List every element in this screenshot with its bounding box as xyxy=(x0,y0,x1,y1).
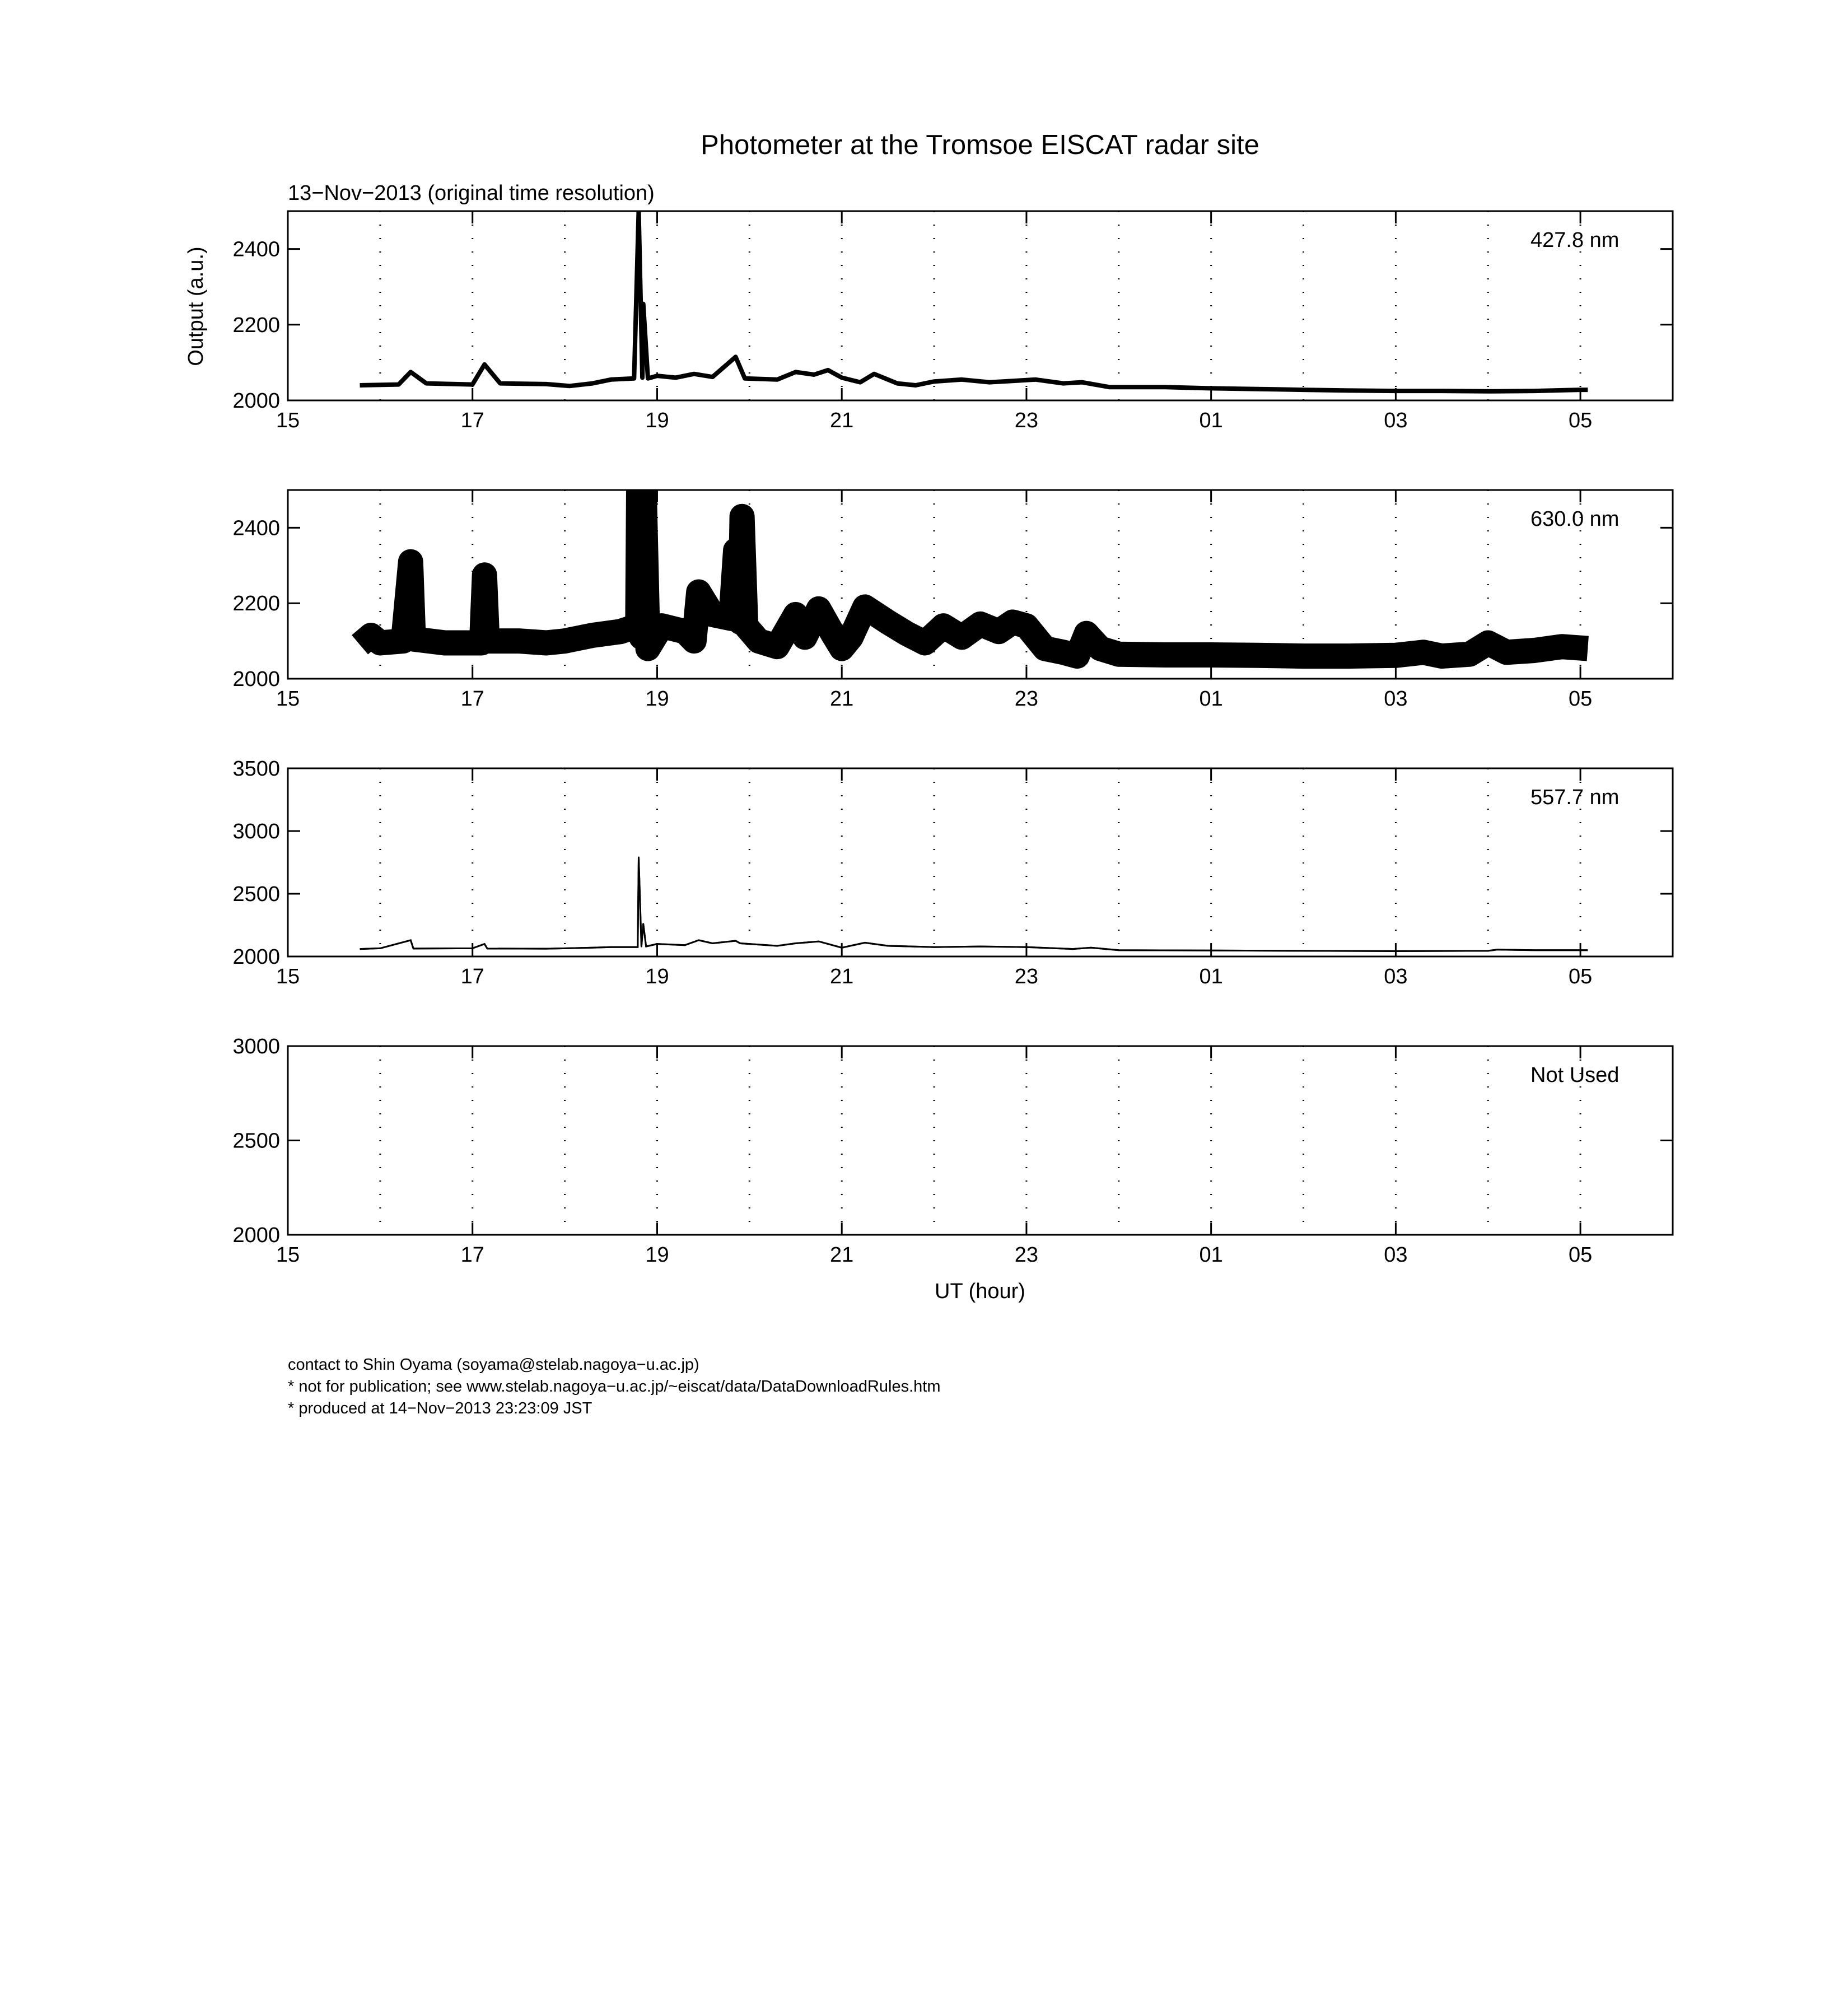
footer-contact: contact to Shin Oyama (soyama@stelab.nagoya−u.ac.jp) xyxy=(288,1356,699,1374)
x-tick-label: 05 xyxy=(1568,409,1593,432)
axes-box xyxy=(288,211,1673,400)
footer-note: * not for publication; see www.stelab.nagoya−u.ac.jp/~eiscat/data/DataDownloadRules.htm xyxy=(288,1378,941,1396)
figure-title: Photometer at the Tromsoe EISCAT radar site xyxy=(701,130,1259,160)
x-tick-label: 01 xyxy=(1199,965,1223,988)
footer xyxy=(288,1354,941,1420)
x-tick-label: 01 xyxy=(1199,687,1223,711)
panel-3 xyxy=(232,757,1673,988)
panel-2 xyxy=(232,490,1673,711)
y-tick-label: 2000 xyxy=(232,1224,280,1247)
y-tick-label: 2000 xyxy=(232,389,280,413)
y-tick-label: 2500 xyxy=(232,883,280,906)
x-tick-label: 23 xyxy=(1014,687,1039,711)
channel-label: Not Used xyxy=(1530,1063,1620,1087)
x-tick-label: 23 xyxy=(1014,965,1039,988)
x-axis-label: UT (hour) xyxy=(935,1280,1025,1303)
x-tick-label: 19 xyxy=(645,965,669,988)
figure-subtitle: 13−Nov−2013 (original time resolution) xyxy=(288,181,655,205)
x-tick-label: 19 xyxy=(645,687,669,711)
series-trace xyxy=(360,211,1588,391)
x-tick-label: 05 xyxy=(1568,965,1593,988)
x-tick-label: 21 xyxy=(830,687,854,711)
x-tick-label: 19 xyxy=(645,409,669,432)
x-tick-label: 21 xyxy=(830,965,854,988)
y-tick-label: 2500 xyxy=(232,1129,280,1153)
y-tick-label: 2400 xyxy=(232,237,280,262)
x-tick-label: 23 xyxy=(1014,409,1039,432)
x-tick-label: 17 xyxy=(460,1243,484,1267)
x-tick-label: 17 xyxy=(460,409,484,432)
y-tick-label: 2000 xyxy=(232,668,280,691)
x-tick-label: 15 xyxy=(276,965,300,988)
y-tick-label: 2400 xyxy=(232,516,280,540)
y-axis-label: Output (a.u.) xyxy=(184,246,208,366)
panels xyxy=(232,211,1673,1267)
panel-4 xyxy=(232,1035,1673,1267)
x-tick-label: 03 xyxy=(1384,965,1408,988)
axes-box xyxy=(288,768,1673,956)
y-tick-label: 2000 xyxy=(232,945,280,969)
x-tick-label: 03 xyxy=(1384,687,1408,711)
panel-1 xyxy=(232,211,1673,432)
y-tick-label: 2200 xyxy=(232,313,280,337)
x-tick-label: 03 xyxy=(1384,409,1408,432)
x-tick-label: 23 xyxy=(1014,1243,1039,1267)
footer-produced: * produced at 14−Nov−2013 23:23:09 JST xyxy=(288,1399,592,1417)
series-trace xyxy=(360,857,1588,951)
x-tick-label: 05 xyxy=(1568,687,1593,711)
x-tick-label: 15 xyxy=(276,1243,300,1267)
x-tick-label: 17 xyxy=(460,965,484,988)
x-tick-label: 21 xyxy=(830,409,854,432)
x-tick-label: 05 xyxy=(1568,1243,1593,1267)
series-trace-band xyxy=(360,211,1588,391)
x-tick-label: 15 xyxy=(276,687,300,711)
y-tick-label: 3000 xyxy=(232,820,280,843)
x-tick-label: 01 xyxy=(1199,1243,1223,1267)
x-tick-label: 03 xyxy=(1384,1243,1408,1267)
axes-box xyxy=(288,1046,1673,1235)
x-tick-label: 15 xyxy=(276,409,300,432)
x-tick-label: 19 xyxy=(645,1243,669,1267)
channel-label: 630.0 nm xyxy=(1530,507,1620,531)
channel-label: 427.8 nm xyxy=(1530,228,1620,252)
channel-label: 557.7 nm xyxy=(1530,786,1620,809)
series-trace-band xyxy=(360,857,1588,951)
x-tick-label: 01 xyxy=(1199,409,1223,432)
y-tick-label: 2200 xyxy=(232,592,280,616)
y-tick-label: 3000 xyxy=(232,1035,280,1058)
y-tick-label: 3500 xyxy=(232,757,280,781)
series-trace-band xyxy=(360,490,1588,656)
x-tick-label: 17 xyxy=(460,687,484,711)
x-tick-label: 21 xyxy=(830,1243,854,1267)
